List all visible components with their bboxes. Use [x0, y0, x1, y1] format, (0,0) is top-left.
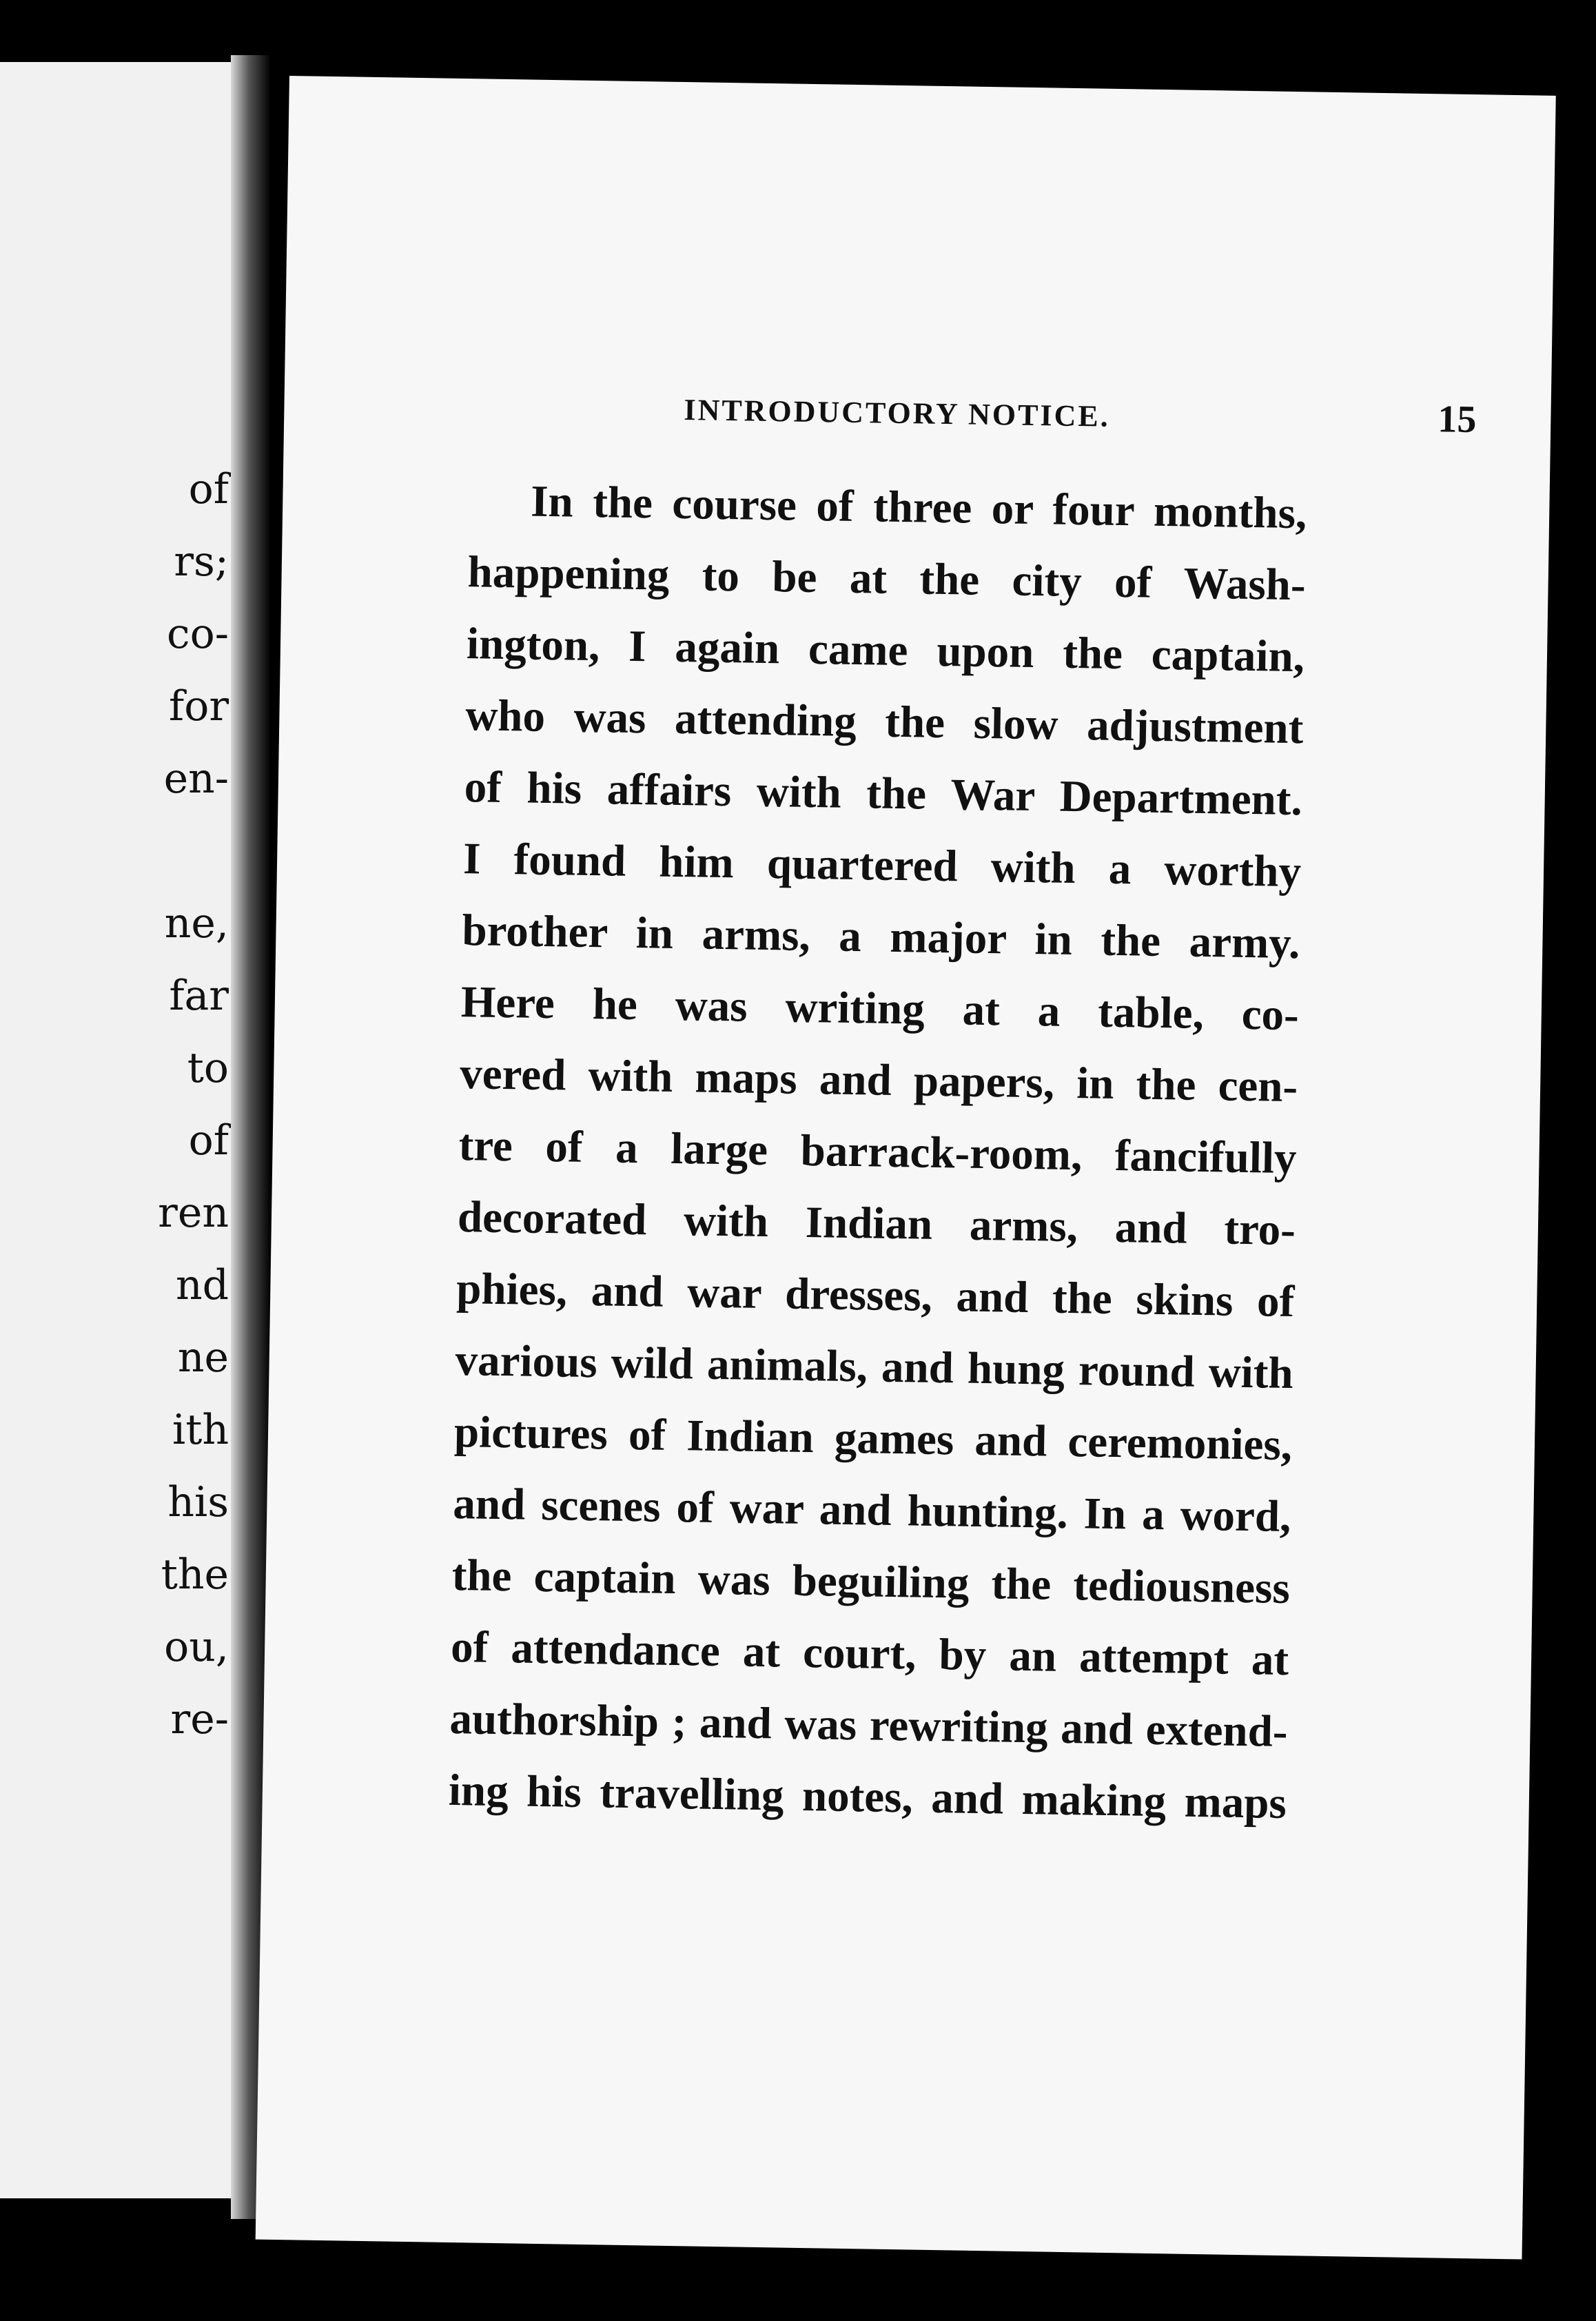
left-fragment: en- [163, 755, 229, 803]
left-fragment: of [188, 465, 229, 513]
text-line: ington, I again came upon the captain, [466, 619, 1305, 682]
left-fragment: ne, [164, 899, 229, 948]
left-fragment: far [169, 972, 229, 1020]
main-page [256, 76, 1556, 2259]
text-line: the captain was beguiling the tediousness [451, 1550, 1291, 1614]
left-fragment: ou, [164, 1623, 229, 1671]
text-line: In the course of three or four months, [530, 476, 1307, 539]
left-fragment: of [188, 1116, 229, 1165]
text-line: tre of a large barrack-room, fancifully [458, 1121, 1298, 1184]
page-number: 15 [1437, 398, 1477, 442]
text-line: pictures of Indian games and ceremonies, [453, 1407, 1293, 1471]
text-line: vered with maps and papers, in the cen- [459, 1049, 1298, 1112]
text-line: brother in arms, a major in the army. [461, 906, 1300, 969]
left-fragment: re- [170, 1695, 229, 1744]
text-line: and scenes of war and hunting. In a word, [452, 1478, 1291, 1542]
text-line: various wild animals, and hung round with [455, 1336, 1294, 1399]
left-fragment: ren [158, 1189, 229, 1237]
left-fragment: nd [175, 1261, 229, 1309]
left-fragment: ne [177, 1333, 229, 1382]
left-page-edge [0, 62, 241, 2198]
left-fragment: the [161, 1551, 229, 1599]
left-page-text-fragments [0, 62, 241, 2198]
left-fragment: his [167, 1478, 229, 1526]
text-line: of his affairs with the War Department. [464, 762, 1303, 826]
left-fragment: co- [167, 610, 229, 658]
text-line: I found him quartered with a worthy [462, 834, 1302, 897]
left-fragment: rs; [174, 538, 229, 586]
running-head-title: INTRODUCTORY NOTICE. [684, 393, 1111, 433]
body-text [448, 464, 1307, 1839]
text-line: Here he was writing at a table, co- [460, 977, 1300, 1041]
text-line: who was attending the slow adjustment [464, 691, 1304, 754]
text-line: decorated with Indian arms, and tro- [457, 1192, 1296, 1256]
text-line: ing his travelling notes, and making maps [448, 1765, 1287, 1829]
left-fragment: ith [172, 1406, 229, 1454]
text-line: happening to be at the city of Wash- [467, 547, 1307, 611]
text-line: authorship ; and was rewriting and extend- [449, 1693, 1288, 1757]
text-line: phies, and war dresses, and the skins of [456, 1264, 1295, 1327]
text-line: of attendance at court, by an attempt at [450, 1622, 1289, 1686]
running-head [684, 385, 1477, 442]
left-fragment: for [168, 682, 229, 730]
left-fragment: to [187, 1044, 229, 1092]
